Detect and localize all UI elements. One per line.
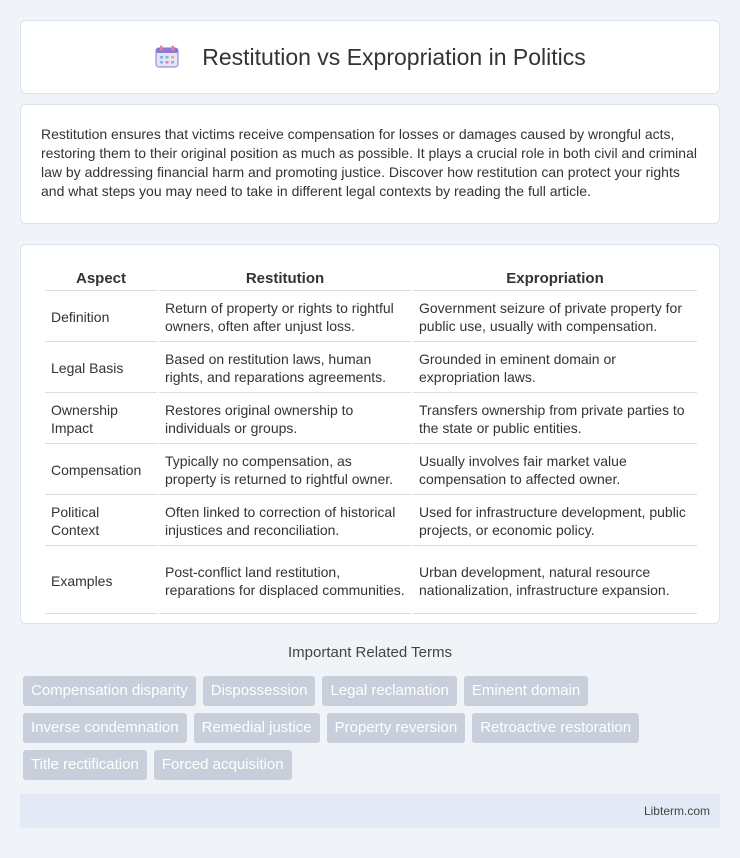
cell-expropriation: Urban development, natural resource nationalization, infrastructure expansion. <box>413 548 697 614</box>
table-row <box>45 293 697 342</box>
cell-expropriation: Transfers ownership from private parties to the state or public entities. <box>413 395 697 444</box>
term-tag[interactable]: Forced acquisition <box>154 750 292 780</box>
footer <box>20 794 720 828</box>
header-restitution: Restitution <box>159 267 411 291</box>
cell-restitution: Often linked to correction of historical injustices and reconciliation. <box>159 497 411 546</box>
cell-expropriation: Government seizure of private property for public use, usually with compensation. <box>413 293 697 342</box>
cell-restitution: Restores original ownership to individuals or groups. <box>159 395 411 444</box>
header-card <box>20 20 720 94</box>
table-header-row <box>45 267 697 291</box>
cell-aspect: Political Context <box>45 497 157 546</box>
header-expropriation: Expropriation <box>413 267 697 291</box>
cell-restitution: Typically no compensation, as property is returned to rightful owner. <box>159 446 411 495</box>
term-tag[interactable]: Remedial justice <box>194 713 320 743</box>
table-row <box>45 395 697 444</box>
intro-card <box>20 104 720 224</box>
cell-restitution: Post-conflict land restitution, reparations for displaced communities. <box>159 548 411 614</box>
term-tag[interactable]: Retroactive restoration <box>472 713 639 743</box>
table-row <box>45 446 697 495</box>
cell-aspect: Ownership Impact <box>45 395 157 444</box>
related-terms-title: Important Related Terms <box>288 644 452 661</box>
term-tag[interactable]: Compensation disparity <box>23 676 196 706</box>
cell-aspect: Compensation <box>45 446 157 495</box>
cell-aspect: Legal Basis <box>45 344 157 393</box>
cell-expropriation: Usually involves fair market value compensation to affected owner. <box>413 446 697 495</box>
term-tag[interactable]: Property reversion <box>327 713 466 743</box>
table-row <box>45 548 697 614</box>
cell-aspect: Examples <box>45 548 157 614</box>
cell-aspect: Definition <box>45 293 157 342</box>
header-aspect: Aspect <box>45 267 157 291</box>
intro-text: Restitution ensures that victims receive compensation for losses or damages caused by wrongful acts, restoring them to their original position as much as possible. It plays a crucial role in both civil and criminal law by addressing financial harm and promoting justice. Discover how restitution can protect your rights and what steps you may need to take in different legal contexts by reading the full article. <box>41 126 697 199</box>
cell-restitution: Return of property or rights to rightful owners, often after unjust loss. <box>159 293 411 342</box>
term-tag[interactable]: Dispossession <box>203 676 316 706</box>
term-tag[interactable]: Title rectification <box>23 750 147 780</box>
term-tag[interactable]: Legal reclamation <box>322 676 456 706</box>
page-title: Restitution vs Expropriation in Politics <box>202 43 586 70</box>
term-tag[interactable]: Inverse condemnation <box>23 713 187 743</box>
calendar-icon <box>154 45 180 69</box>
table-row <box>45 497 697 546</box>
cell-expropriation: Grounded in eminent domain or expropriation laws. <box>413 344 697 393</box>
related-terms-list <box>23 676 703 780</box>
comparison-table <box>43 265 699 616</box>
comparison-table-card <box>20 244 720 624</box>
term-tag[interactable]: Eminent domain <box>464 676 588 706</box>
cell-expropriation: Used for infrastructure development, public projects, or economic policy. <box>413 497 697 546</box>
table-row <box>45 344 697 393</box>
footer-site-link[interactable]: Libterm.com <box>643 804 710 818</box>
cell-restitution: Based on restitution laws, human rights, and reparations agreements. <box>159 344 411 393</box>
